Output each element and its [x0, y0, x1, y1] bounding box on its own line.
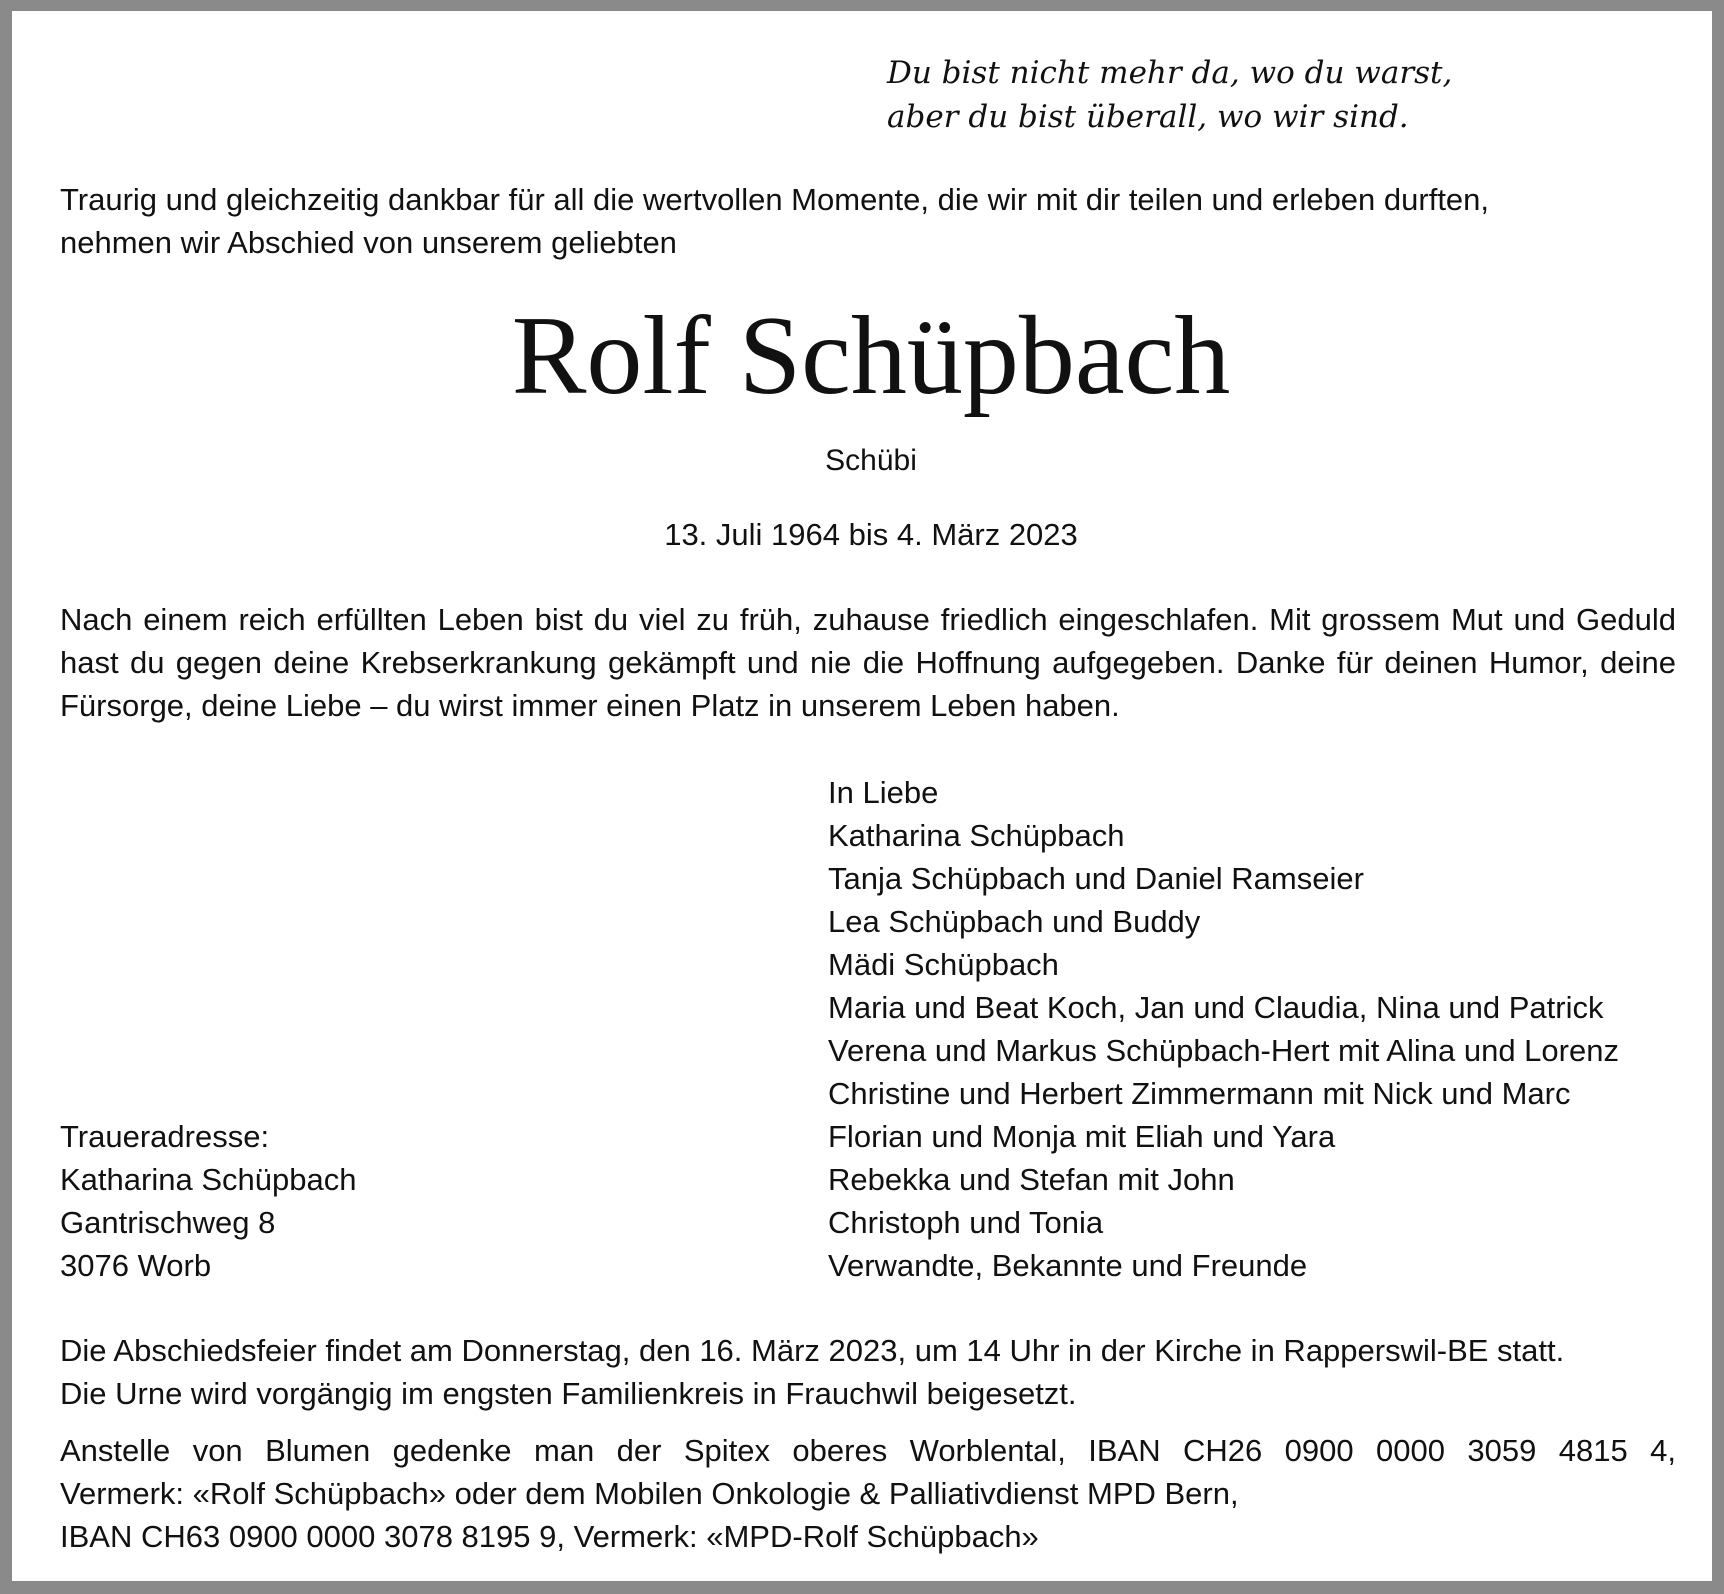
mourning-address-label: Traueradresse: — [60, 1119, 270, 1154]
mourning-address — [60, 1115, 356, 1287]
signatory-line: Tanja Schüpbach und Daniel Ramseier — [828, 861, 1364, 896]
signatory-line: In Liebe — [828, 775, 939, 810]
obituary-page — [12, 11, 1712, 1581]
signatory-line: Rebekka und Stefan mit John — [828, 1162, 1235, 1197]
intro-line-1: Traurig und gleichzeitig dankbar für all die wertvollen Momente, die wir mit dir teilen und erleben durften, — [60, 182, 1490, 217]
signatory-line: Mädi Schüpbach — [828, 947, 1059, 982]
ceremony-paragraph — [60, 1329, 1676, 1415]
quote-line-1: Du bist nicht mehr da, wo du warst, — [887, 55, 1453, 91]
signatory-line: Verena und Markus Schüpbach-Hert mit Alina und Lorenz — [828, 1033, 1619, 1068]
signatories-list — [828, 771, 1619, 1287]
deceased-nickname: Schübi — [825, 444, 917, 477]
ceremony-line-2: Die Urne wird vorgängig im engsten Familienkreis in Frauchwil beigesetzt. — [60, 1376, 1077, 1411]
signatory-line: Florian und Monja mit Eliah und Yara — [828, 1119, 1336, 1154]
deceased-name: Rolf Schüpbach — [511, 294, 1231, 418]
mourning-address-city: 3076 Worb — [60, 1248, 212, 1283]
signatory-line: Maria und Beat Koch, Jan und Claudia, Nina und Patrick — [828, 990, 1604, 1025]
donations-line-3: IBAN CH63 0900 0000 3078 8195 9, Vermerk: «MPD-Rolf Schüpbach» — [60, 1519, 1039, 1554]
intro-paragraph — [60, 178, 1676, 264]
life-dates: 13. Juli 1964 bis 4. März 2023 — [664, 517, 1078, 552]
donations-line-2: Vermerk: «Rolf Schüpbach» oder dem Mobilen Onkologie & Palliativdienst MPD Bern, — [60, 1476, 1239, 1511]
signatory-line: Katharina Schüpbach — [828, 818, 1125, 853]
intro-line-2: nehmen wir Abschied von unserem geliebten — [60, 225, 677, 260]
signatory-line: Lea Schüpbach und Buddy — [828, 904, 1201, 939]
message-paragraph: Nach einem reich erfüllten Leben bist du viel zu früh, zuhause friedlich eingeschlafen. Mit grossem Mut und Geduld hast du gegen deine Krebserkrankung gekämpft und nie die Hoffnung aufgegeben. Danke für deinen Humor, deine Fürsorge, deine Liebe – du wirst immer einen Platz in unserem Leben haben. — [60, 602, 1676, 723]
ceremony-line-1: Die Abschiedsfeier findet am Donnerstag, den 16. März 2023, um 14 Uhr in der Kirche in Rapperswil-BE statt. — [60, 1333, 1565, 1368]
donations-line-1: Anstelle von Blumen gedenke man der Spitex oberes Worblental, IBAN CH26 0900 0000 3059 4815 4, — [60, 1433, 1676, 1468]
signatory-line: Verwandte, Bekannte und Freunde — [828, 1248, 1308, 1283]
donations-paragraph — [60, 1429, 1676, 1558]
signatory-line: Christine und Herbert Zimmermann mit Nick und Marc — [828, 1076, 1571, 1111]
mourning-address-street: Gantrischweg 8 — [60, 1205, 276, 1240]
mourning-address-name: Katharina Schüpbach — [60, 1162, 357, 1197]
memorial-quote — [887, 51, 1452, 139]
quote-line-2: aber du bist überall, wo wir sind. — [887, 99, 1409, 135]
signatory-line: Christoph und Tonia — [828, 1205, 1104, 1240]
